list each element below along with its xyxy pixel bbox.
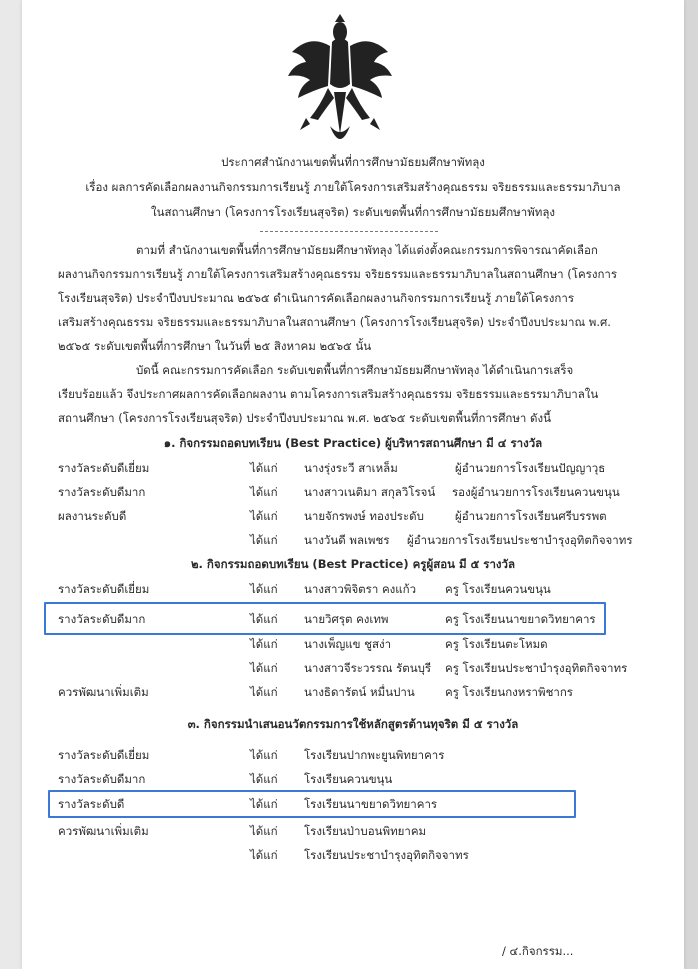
paragraph-line: ตามที่ สำนักงานเขตพื้นที่การศึกษามัธยมศึกษาพัทลุง ได้แต่งตั้งคณะกรรมการพิจารณาคัดเลือก	[136, 243, 598, 257]
given-to-label: ได้แก่	[250, 461, 278, 475]
recipient-position: รองผู้อำนวยการโรงเรียนควนขนุน	[452, 485, 620, 499]
given-to-label: ได้แก่	[250, 637, 278, 651]
recipient-name: นางสาวเนติมา สกุลวิโรจน์	[304, 485, 436, 499]
award-level: รางวัลระดับดีเยี่ยม	[58, 461, 150, 475]
school-name: โรงเรียนควนขนุน	[304, 772, 393, 786]
paragraph-line: ผลงานกิจกรรมการเรียนรู้ ภายใต้โครงการเสริมสร้างคุณธรรม จริยธรรมและธรรมาภิบาลในสถานศึกษา (โครงการ	[58, 267, 618, 281]
award-level: ควรพัฒนาเพิ่มเติม	[58, 824, 149, 838]
paragraph-line: เรียบร้อยแล้ว จึงประกาศผลการคัดเลือกผลงาน ตามโครงการเสริมสร้างคุณธรรม จริยธรรมและธรรมาภิบาลใน	[58, 387, 599, 401]
award-level: รางวัลระดับดีเยี่ยม	[58, 748, 150, 762]
recipient-position: ครู โรงเรียนควนขนุน	[445, 582, 551, 596]
given-to-label: ได้แก่	[250, 612, 278, 626]
award-level: รางวัลระดับดี	[58, 797, 125, 811]
school-name: โรงเรียนนาขยาดวิทยาคาร	[304, 797, 438, 811]
given-to-label: ได้แก่	[250, 685, 278, 699]
paragraph-line: เสริมสร้างคุณธรรม จริยธรรมและธรรมาภิบาลในสถานศึกษา (โครงการโรงเรียนสุจริต) ประจำปีงบประมาณ พ.ศ.	[58, 315, 611, 329]
school-name: โรงเรียนป่าบอนพิทยาคม	[304, 824, 427, 838]
given-to-label: ได้แก่	[250, 485, 278, 499]
recipient-position: ครู โรงเรียนตะโหมด	[445, 637, 548, 651]
recipient-name: นางสาวจีระวรรณ รัตนบุรี	[304, 661, 432, 675]
given-to-label: ได้แก่	[250, 509, 278, 523]
header-separator	[260, 231, 438, 232]
given-to-label: ได้แก่	[250, 533, 278, 547]
given-to-label: ได้แก่	[250, 824, 278, 838]
award-level: ควรพัฒนาเพิ่มเติม	[58, 685, 149, 699]
paragraph-line: สถานศึกษา (โครงการโรงเรียนสุจริต) ประจำปีงบประมาณ พ.ศ. ๒๕๖๕ ระดับเขตพื้นที่การศึกษา ดังนี้	[58, 411, 551, 425]
viewer-right-edge	[684, 0, 698, 969]
given-to-label: ได้แก่	[250, 748, 278, 762]
paragraph-line: บัดนี้ คณะกรรมการคัดเลือก ระดับเขตพื้นที่การศึกษามัธยมศึกษาพัทลุง ได้ดำเนินการเสร็จ	[136, 363, 574, 377]
recipient-position: ครู โรงเรียนประชาบำรุงอุทิตกิจจาทร	[445, 661, 628, 675]
garuda-emblem	[280, 14, 400, 154]
recipient-name: นางสาวพิจิตรา คงแก้ว	[304, 582, 417, 596]
award-level: ผลงานระดับดี	[58, 509, 127, 523]
paragraph-line: ๒๕๖๕ ระดับเขตพื้นที่การศึกษา ในวันที่ ๒๕ สิงหาคม ๒๕๖๕ นั้น	[58, 339, 372, 353]
recipient-name: นางเพ็ญแข ชูสง่า	[304, 637, 392, 651]
recipient-name: นายจักรพงษ์ ทองประดับ	[304, 509, 424, 523]
award-level: รางวัลระดับดีมาก	[58, 612, 146, 626]
award-level: รางวัลระดับดีมาก	[58, 485, 146, 499]
given-to-label: ได้แก่	[250, 772, 278, 786]
given-to-label: ได้แก่	[250, 582, 278, 596]
recipient-position: ครู โรงเรียนนาขยาดวิทยาคาร	[445, 612, 596, 626]
recipient-position: ผู้อำนวยการโรงเรียนปัญญาวุธ	[455, 461, 606, 475]
award-level: รางวัลระดับดีมาก	[58, 772, 146, 786]
header-subject: เรื่อง ผลการคัดเลือกผลงานกิจกรรมการเรียนรู้ ภายใต้โครงการเสริมสร้างคุณธรรม จริยธรรมและธรรมาภิบาล	[85, 180, 621, 194]
given-to-label: ได้แก่	[250, 797, 278, 811]
given-to-label: ได้แก่	[250, 661, 278, 675]
header-line-1: ประกาศสำนักงานเขตพื้นที่การศึกษามัธยมศึกษาพัทลุง	[221, 155, 485, 169]
recipient-name: นายวิศรุต คงเทพ	[304, 612, 389, 626]
header-line-3: ในสถานศึกษา (โครงการโรงเรียนสุจริต) ระดับเขตพื้นที่การศึกษามัธยมศึกษาพัทลุง	[150, 205, 556, 219]
recipient-name: นางธิดารัตน์ หมื่นปาน	[304, 685, 415, 699]
section-2-title: ๒. กิจกรรมถอดบทเรียน (Best Practice) ครูผู้สอน มี ๕ รางวัล	[190, 557, 516, 571]
section-1-title: ๑. กิจกรรมถอดบทเรียน (Best Practice) ผู้บริหารสถานศึกษา มี ๔ รางวัล	[163, 436, 543, 450]
recipient-name: นางรุ่งระวี สาเหล็ม	[304, 461, 398, 475]
recipient-position: ผู้อำนวยการโรงเรียนประชาบำรุงอุทิตกิจจาทร	[407, 533, 633, 547]
continued-marker: / ๔.กิจกรรม...	[502, 944, 574, 958]
award-level: รางวัลระดับดีเยี่ยม	[58, 582, 150, 596]
school-name: โรงเรียนประชาบำรุงอุทิตกิจจาทร	[304, 848, 469, 862]
school-name: โรงเรียนปากพะยูนพิทยาคาร	[304, 748, 445, 762]
recipient-position: ครู โรงเรียนกงหราพิชากร	[445, 685, 573, 699]
given-to-label: ได้แก่	[250, 848, 278, 862]
recipient-name: นางวันดี พลเพชร	[304, 533, 390, 547]
paragraph-line: โรงเรียนสุจริต) ประจำปีงบประมาณ ๒๕๖๕ ดำเนินการคัดเลือกผลงานกิจกรรมการเรียนรู้ ภายใต้โครงการ	[58, 291, 575, 305]
section-3-title: ๓. กิจกรรมนำเสนอนวัตกรรมการใช้หลักสูตรต้านทุจริต มี ๕ รางวัล	[187, 717, 519, 731]
recipient-position: ผู้อำนวยการโรงเรียนศรีบรรพต	[455, 509, 607, 523]
